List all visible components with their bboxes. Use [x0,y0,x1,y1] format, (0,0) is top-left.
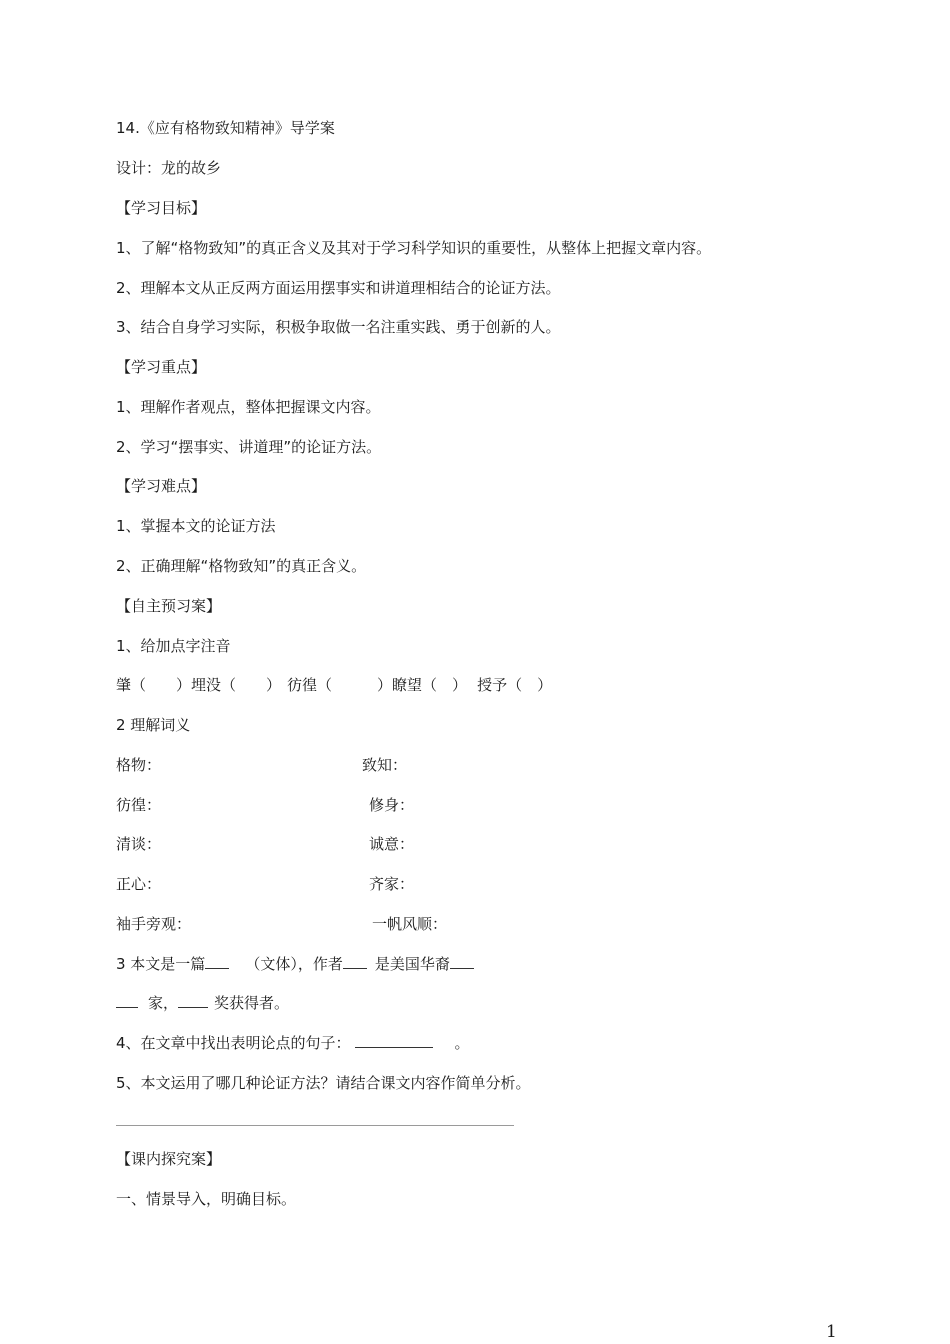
difficulty-item: 1、掌握本文的论证方法 [116,517,276,535]
pinyin-row [116,673,552,697]
term-label: 清谈： [116,835,162,853]
goals-heading: 【学习目标】 [116,199,207,217]
fill-blank[interactable] [343,952,367,969]
term-label: 齐家： [369,875,415,893]
preview-heading: 【自主预习案】 [116,597,222,615]
question-5: 5、本文运用了哪几种论证方法？请结合课文内容作简单分析。 [116,1074,531,1092]
difficulty-heading: 【学习难点】 [116,477,207,495]
term-label: 袖手旁观： [116,915,192,933]
question-1-label: 1、给加点字注音 [116,637,231,655]
pinyin-item: 彷徨（ ） [287,676,393,694]
explore-heading: 【课内探究案】 [116,1150,222,1168]
pinyin-item: 埋没（ ） [191,676,282,694]
pinyin-item: 肇（ ） [116,676,192,694]
term-label: 修身： [369,796,415,814]
answer-line[interactable] [116,1125,514,1126]
focus-item: 2、学习“摆事实、讲道理”的论证方法。 [116,438,382,456]
fill-blank[interactable] [178,991,208,1008]
term-label: 一帆风顺： [372,915,448,933]
pinyin-item: 授予（ ） [477,676,553,694]
goal-item: 1、了解“格物致知”的真正含义及其对于学习科学知识的重要性，从整体上把握文章内容。 [116,239,712,257]
goal-item: 3、结合自身学习实际，积极争取做一名注重实践、勇于创新的人。 [116,318,561,336]
focus-item: 1、理解作者观点，整体把握课文内容。 [116,398,381,416]
designer-credit: 设计：龙的故乡 [116,159,222,177]
term-label: 彷徨： [116,796,162,814]
term-label: 正心： [116,875,162,893]
question-3-continued: 家， 奖获得者。 [116,991,289,1015]
document-title: 14.《应有格物致知精神》导学案 [116,119,335,137]
question-2-label: 2 理解词义 [116,716,191,734]
explore-step-1: 一、情景导入，明确目标。 [116,1190,297,1208]
term-label: 致知： [362,756,408,774]
focus-heading: 【学习重点】 [116,358,207,376]
pinyin-item: 瞭望（ ） [392,676,468,694]
term-label: 格物： [116,756,162,774]
difficulty-item: 2、正确理解“格物致知”的真正含义。 [116,557,367,575]
fill-blank[interactable] [450,952,474,969]
term-label: 诚意： [369,835,415,853]
page-number: 1 [826,1322,837,1342]
fill-blank[interactable] [116,991,138,1008]
question-3: 3 本文是一篇 （文体），作者 是美国华裔 [116,952,474,976]
fill-blank[interactable] [205,952,229,969]
question-4: 4、在文章中找出表明论点的句子： 。 [116,1031,470,1055]
goal-item: 2、理解本文从正反两方面运用摆事实和讲道理相结合的论证方法。 [116,279,561,297]
fill-blank[interactable] [355,1031,433,1048]
